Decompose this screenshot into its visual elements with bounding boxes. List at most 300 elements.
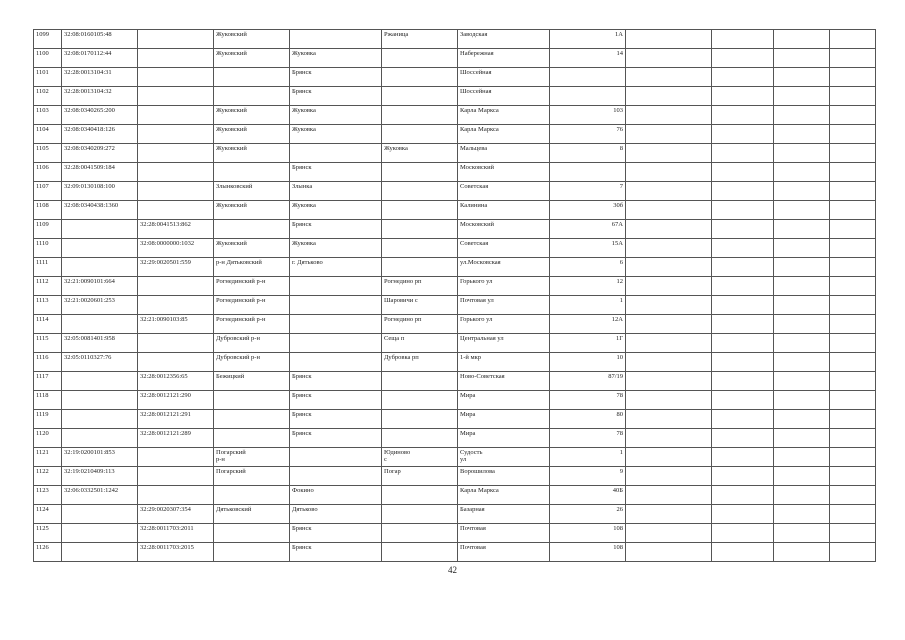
cadastral-number-alt-text: 32:28:0012121:291 <box>140 411 191 418</box>
row-number-cell <box>34 524 62 543</box>
row-number-text: 1124 <box>36 506 49 513</box>
empty-cell <box>830 87 876 106</box>
settlement-cell <box>382 144 458 163</box>
district-cell <box>214 277 290 296</box>
empty-cell <box>774 220 830 239</box>
district-cell <box>214 106 290 125</box>
cadastral-number-alt-cell <box>138 467 214 486</box>
cadastral-number-cell <box>62 239 138 258</box>
empty-cell <box>774 391 830 410</box>
house-number-text: 1А <box>615 31 623 38</box>
house-number-cell <box>550 163 626 182</box>
empty-cell <box>830 125 876 144</box>
empty-cell <box>712 144 774 163</box>
row-number-cell <box>34 201 62 220</box>
house-number-text: 30б <box>613 202 623 209</box>
cadastral-number-alt-cell <box>138 30 214 49</box>
house-number-text: 103 <box>613 107 623 114</box>
district-text: Погарский <box>216 449 246 456</box>
cadastral-number-text: 32:06:0332501:1242 <box>64 487 119 494</box>
street-text: Судость <box>460 449 483 456</box>
cadastral-number-cell <box>62 277 138 296</box>
row-number-text: 1100 <box>36 50 49 57</box>
city-cell <box>290 467 382 486</box>
cadastral-number-alt-cell <box>138 391 214 410</box>
district-cell <box>214 524 290 543</box>
cadastral-number-alt-cell <box>138 543 214 562</box>
row-number-text: 1104 <box>36 126 49 133</box>
cadastral-number-alt-text: 32:28:0012121:290 <box>140 392 191 399</box>
cadastral-number-cell <box>62 486 138 505</box>
cadastral-number-alt-text: 32:08:0000000:1032 <box>140 240 195 247</box>
cadastral-number-alt-text: 32:28:0011703:2015 <box>140 544 194 551</box>
table-row <box>34 201 876 220</box>
district-cell <box>214 68 290 87</box>
district-cell <box>214 163 290 182</box>
settlement-text: Рогнедино рп <box>384 316 422 323</box>
street-text: ул.Московская <box>460 259 501 266</box>
street-cell <box>458 258 550 277</box>
cadastral-number-text: 32:19:0210409:113 <box>64 468 115 475</box>
cadastral-number-text: 32:28:0013104:31 <box>64 69 112 76</box>
empty-cell <box>830 334 876 353</box>
empty-cell <box>774 334 830 353</box>
row-number-cell <box>34 49 62 68</box>
row-number-cell <box>34 30 62 49</box>
house-number-cell <box>550 410 626 429</box>
district-cell <box>214 334 290 353</box>
cadastral-number-alt-cell <box>138 220 214 239</box>
house-number-cell <box>550 30 626 49</box>
row-number-text: 1123 <box>36 487 49 494</box>
street-text: Советская <box>460 240 489 247</box>
row-number-text: 1116 <box>36 354 49 361</box>
cadastral-number-alt-cell <box>138 486 214 505</box>
row-number-text: 1115 <box>36 335 49 342</box>
empty-cell <box>626 30 712 49</box>
house-number-text: 14 <box>616 50 623 57</box>
table-row <box>34 68 876 87</box>
row-number-cell <box>34 543 62 562</box>
table-row <box>34 296 876 315</box>
empty-cell <box>712 334 774 353</box>
settlement-cell <box>382 467 458 486</box>
house-number-cell <box>550 391 626 410</box>
cadastral-number-alt-cell <box>138 258 214 277</box>
district-text: Жуковский <box>216 107 247 114</box>
empty-cell <box>626 410 712 429</box>
row-number-cell <box>34 353 62 372</box>
empty-cell <box>712 410 774 429</box>
street-cell <box>458 448 550 467</box>
empty-cell <box>712 448 774 467</box>
city-text: Брянск <box>292 221 312 228</box>
empty-cell <box>830 429 876 448</box>
cadastral-number-text: 32:21:0020601:253 <box>64 297 115 304</box>
city-cell <box>290 258 382 277</box>
table-row <box>34 106 876 125</box>
empty-cell <box>830 315 876 334</box>
cadastral-number-alt-cell <box>138 448 214 467</box>
empty-cell <box>626 505 712 524</box>
city-cell <box>290 87 382 106</box>
district-text: Рогнединский р-н <box>216 297 266 304</box>
row-number-text: 1111 <box>36 259 49 266</box>
street-cell <box>458 182 550 201</box>
cadastral-number-alt-text: 32:29:0020307:354 <box>140 506 191 513</box>
cadastral-number-cell <box>62 391 138 410</box>
district-text: Злынковский <box>216 183 253 190</box>
house-number-text: 15А <box>611 240 623 247</box>
street-text: Советская <box>460 183 489 190</box>
empty-cell <box>830 277 876 296</box>
empty-cell <box>774 524 830 543</box>
cadastral-number-alt-cell <box>138 410 214 429</box>
street-cell <box>458 486 550 505</box>
city-cell <box>290 220 382 239</box>
district-cell <box>214 296 290 315</box>
settlement-cell <box>382 277 458 296</box>
house-number-text: 7 <box>619 183 623 190</box>
empty-cell <box>774 30 830 49</box>
settlement-text: Жуковка <box>384 145 408 152</box>
cadastral-number-text: 32:08:0160105:48 <box>64 31 112 38</box>
house-number-text: 108 <box>613 525 623 532</box>
settlement-cell <box>382 410 458 429</box>
city-text: Брянск <box>292 525 312 532</box>
empty-cell <box>774 163 830 182</box>
district-cell <box>214 353 290 372</box>
cadastral-number-alt-text: 32:28:0012356:65 <box>140 373 188 380</box>
district-text: Жуковский <box>216 31 247 38</box>
street-text: Калинина <box>460 202 488 209</box>
row-number-cell <box>34 258 62 277</box>
settlement-cell <box>382 49 458 68</box>
district-text: Дубровский р-н <box>216 335 260 342</box>
city-cell <box>290 334 382 353</box>
district-cell <box>214 505 290 524</box>
district-cell <box>214 201 290 220</box>
house-number-text: 9 <box>619 468 623 475</box>
settlement-text: Ржаница <box>384 31 409 38</box>
settlement-cell <box>382 68 458 87</box>
district-text: Жуковский <box>216 202 247 209</box>
empty-cell <box>712 277 774 296</box>
house-number-cell <box>550 334 626 353</box>
city-text: г. Дятьково <box>292 259 323 266</box>
empty-cell <box>830 543 876 562</box>
cadastral-number-cell <box>62 30 138 49</box>
house-number-cell <box>550 125 626 144</box>
empty-cell <box>774 505 830 524</box>
cadastral-number-text: 32:05:0081401:958 <box>64 335 115 342</box>
settlement-cell <box>382 239 458 258</box>
empty-cell <box>712 182 774 201</box>
city-cell <box>290 182 382 201</box>
empty-cell <box>774 410 830 429</box>
city-cell <box>290 277 382 296</box>
empty-cell <box>712 372 774 391</box>
empty-cell <box>626 106 712 125</box>
empty-cell <box>774 239 830 258</box>
city-cell <box>290 106 382 125</box>
empty-cell <box>712 258 774 277</box>
district-cell <box>214 391 290 410</box>
row-number-text: 1112 <box>36 278 49 285</box>
property-register-table <box>33 29 876 562</box>
row-number-cell <box>34 182 62 201</box>
empty-cell <box>712 49 774 68</box>
street-text: Почтовая <box>460 544 486 551</box>
empty-cell <box>830 258 876 277</box>
district-text: Дятьковский <box>216 506 252 513</box>
empty-cell <box>830 30 876 49</box>
empty-cell <box>774 353 830 372</box>
cadastral-number-alt-cell <box>138 125 214 144</box>
empty-cell <box>830 353 876 372</box>
district-text: Погарский <box>216 468 246 475</box>
district-cell <box>214 144 290 163</box>
cadastral-number-alt-text: 32:28:0012121:289 <box>140 430 191 437</box>
empty-cell <box>830 505 876 524</box>
row-number-cell <box>34 429 62 448</box>
table-row <box>34 467 876 486</box>
empty-cell <box>774 201 830 220</box>
table-row <box>34 87 876 106</box>
district-cell <box>214 410 290 429</box>
row-number-cell <box>34 467 62 486</box>
cadastral-number-alt-cell <box>138 239 214 258</box>
row-number-text: 1120 <box>36 430 49 437</box>
settlement-cell <box>382 182 458 201</box>
city-text: Брянск <box>292 411 312 418</box>
empty-cell <box>774 277 830 296</box>
city-cell <box>290 448 382 467</box>
cadastral-number-cell <box>62 524 138 543</box>
empty-cell <box>712 429 774 448</box>
house-number-cell <box>550 277 626 296</box>
row-number-text: 1108 <box>36 202 49 209</box>
cadastral-number-cell <box>62 334 138 353</box>
table-row <box>34 182 876 201</box>
district-cell <box>214 315 290 334</box>
empty-cell <box>712 467 774 486</box>
street-text: Горького ул <box>460 278 493 285</box>
row-number-text: 1121 <box>36 449 49 456</box>
row-number-text: 1107 <box>36 183 49 190</box>
cadastral-number-alt-cell <box>138 68 214 87</box>
house-number-text: 76 <box>616 126 623 133</box>
district-text: Жуковский <box>216 50 247 57</box>
empty-cell <box>774 429 830 448</box>
house-number-cell <box>550 505 626 524</box>
district-cell <box>214 182 290 201</box>
settlement-text: Дубровка рп <box>384 354 419 361</box>
empty-cell <box>830 144 876 163</box>
street-text: Ворошилова <box>460 468 495 475</box>
row-number-text: 1099 <box>36 31 49 38</box>
empty-cell <box>626 258 712 277</box>
row-number-text: 1118 <box>36 392 49 399</box>
cadastral-number-cell <box>62 353 138 372</box>
house-number-cell <box>550 258 626 277</box>
house-number-cell <box>550 543 626 562</box>
house-number-cell <box>550 353 626 372</box>
empty-cell <box>774 467 830 486</box>
empty-cell <box>626 372 712 391</box>
empty-cell <box>774 49 830 68</box>
settlement-cell <box>382 87 458 106</box>
cadastral-number-alt-cell <box>138 87 214 106</box>
house-number-text: 78 <box>616 430 623 437</box>
empty-cell <box>774 543 830 562</box>
house-number-text: 80 <box>616 411 623 418</box>
empty-cell <box>626 467 712 486</box>
settlement-cell <box>382 524 458 543</box>
row-number-cell <box>34 87 62 106</box>
city-text: Брянск <box>292 430 312 437</box>
row-number-cell <box>34 486 62 505</box>
empty-cell <box>830 68 876 87</box>
city-cell <box>290 391 382 410</box>
city-text: Брянск <box>292 392 312 399</box>
settlement-cell <box>382 163 458 182</box>
row-number-cell <box>34 448 62 467</box>
city-text: Брянск <box>292 69 312 76</box>
empty-cell <box>774 182 830 201</box>
empty-cell <box>774 258 830 277</box>
street-cell <box>458 505 550 524</box>
street-text: Мира <box>460 392 476 399</box>
house-number-cell <box>550 429 626 448</box>
cadastral-number-cell <box>62 49 138 68</box>
street-cell <box>458 429 550 448</box>
district-cell <box>214 239 290 258</box>
empty-cell <box>626 220 712 239</box>
settlement-cell <box>382 106 458 125</box>
empty-cell <box>626 201 712 220</box>
settlement-cell <box>382 334 458 353</box>
cadastral-number-cell <box>62 258 138 277</box>
empty-cell <box>626 391 712 410</box>
street-cell <box>458 524 550 543</box>
empty-cell <box>626 239 712 258</box>
house-number-text: 1Г <box>615 335 623 342</box>
table-row <box>34 391 876 410</box>
empty-cell <box>830 163 876 182</box>
row-number-cell <box>34 277 62 296</box>
table-row <box>34 163 876 182</box>
street-text: Набережная <box>460 50 494 57</box>
empty-cell <box>774 68 830 87</box>
settlement-text: Погар <box>384 468 401 475</box>
empty-cell <box>712 125 774 144</box>
settlement-cell <box>382 315 458 334</box>
row-number-cell <box>34 505 62 524</box>
empty-cell <box>774 315 830 334</box>
cadastral-number-cell <box>62 106 138 125</box>
row-number-text: 1122 <box>36 468 49 475</box>
street-text: Почтовая ул <box>460 297 494 304</box>
street-text: Московский <box>460 221 495 228</box>
page-number: 42 <box>448 565 457 575</box>
street-cell <box>458 163 550 182</box>
city-cell <box>290 125 382 144</box>
house-number-text: 1 <box>619 297 623 304</box>
house-number-text: 108 <box>613 544 623 551</box>
street-text-line2: ул <box>460 456 467 463</box>
row-number-text: 1113 <box>36 297 49 304</box>
cadastral-number-alt-text: 32:28:0041513:862 <box>140 221 191 228</box>
empty-cell <box>626 182 712 201</box>
row-number-text: 1109 <box>36 221 49 228</box>
cadastral-number-cell <box>62 505 138 524</box>
cadastral-number-alt-cell <box>138 163 214 182</box>
table-row <box>34 429 876 448</box>
empty-cell <box>626 486 712 505</box>
city-cell <box>290 429 382 448</box>
row-number-cell <box>34 296 62 315</box>
empty-cell <box>712 30 774 49</box>
street-cell <box>458 296 550 315</box>
street-text: Горького ул <box>460 316 493 323</box>
table-row <box>34 448 876 467</box>
cadastral-number-cell <box>62 163 138 182</box>
empty-cell <box>712 543 774 562</box>
row-number-text: 1102 <box>36 88 49 95</box>
cadastral-number-text: 32:09:0130108:100 <box>64 183 115 190</box>
empty-cell <box>774 448 830 467</box>
cadastral-number-cell <box>62 467 138 486</box>
row-number-text: 1119 <box>36 411 49 418</box>
cadastral-number-alt-cell <box>138 429 214 448</box>
empty-cell <box>712 353 774 372</box>
row-number-cell <box>34 315 62 334</box>
empty-cell <box>712 486 774 505</box>
row-number-text: 1117 <box>36 373 49 380</box>
settlement-cell <box>382 391 458 410</box>
empty-cell <box>712 524 774 543</box>
street-cell <box>458 144 550 163</box>
empty-cell <box>712 106 774 125</box>
city-text: Злынка <box>292 183 313 190</box>
row-number-text: 1114 <box>36 316 49 323</box>
empty-cell <box>830 448 876 467</box>
street-cell <box>458 106 550 125</box>
house-number-text: 12А <box>611 316 623 323</box>
street-text: Шоссейная <box>460 88 492 95</box>
city-cell <box>290 239 382 258</box>
house-number-cell <box>550 201 626 220</box>
house-number-cell <box>550 106 626 125</box>
district-cell <box>214 467 290 486</box>
city-cell <box>290 486 382 505</box>
city-text: Брянск <box>292 373 312 380</box>
row-number-cell <box>34 106 62 125</box>
row-number-cell <box>34 220 62 239</box>
settlement-cell <box>382 125 458 144</box>
table-row <box>34 125 876 144</box>
city-text: Жуковка <box>292 240 316 247</box>
cadastral-number-cell <box>62 315 138 334</box>
empty-cell <box>626 68 712 87</box>
cadastral-number-text: 32:08:0340418:126 <box>64 126 115 133</box>
cadastral-number-cell <box>62 296 138 315</box>
district-cell <box>214 448 290 467</box>
city-cell <box>290 524 382 543</box>
empty-cell <box>712 505 774 524</box>
street-text: Заводская <box>460 31 488 38</box>
